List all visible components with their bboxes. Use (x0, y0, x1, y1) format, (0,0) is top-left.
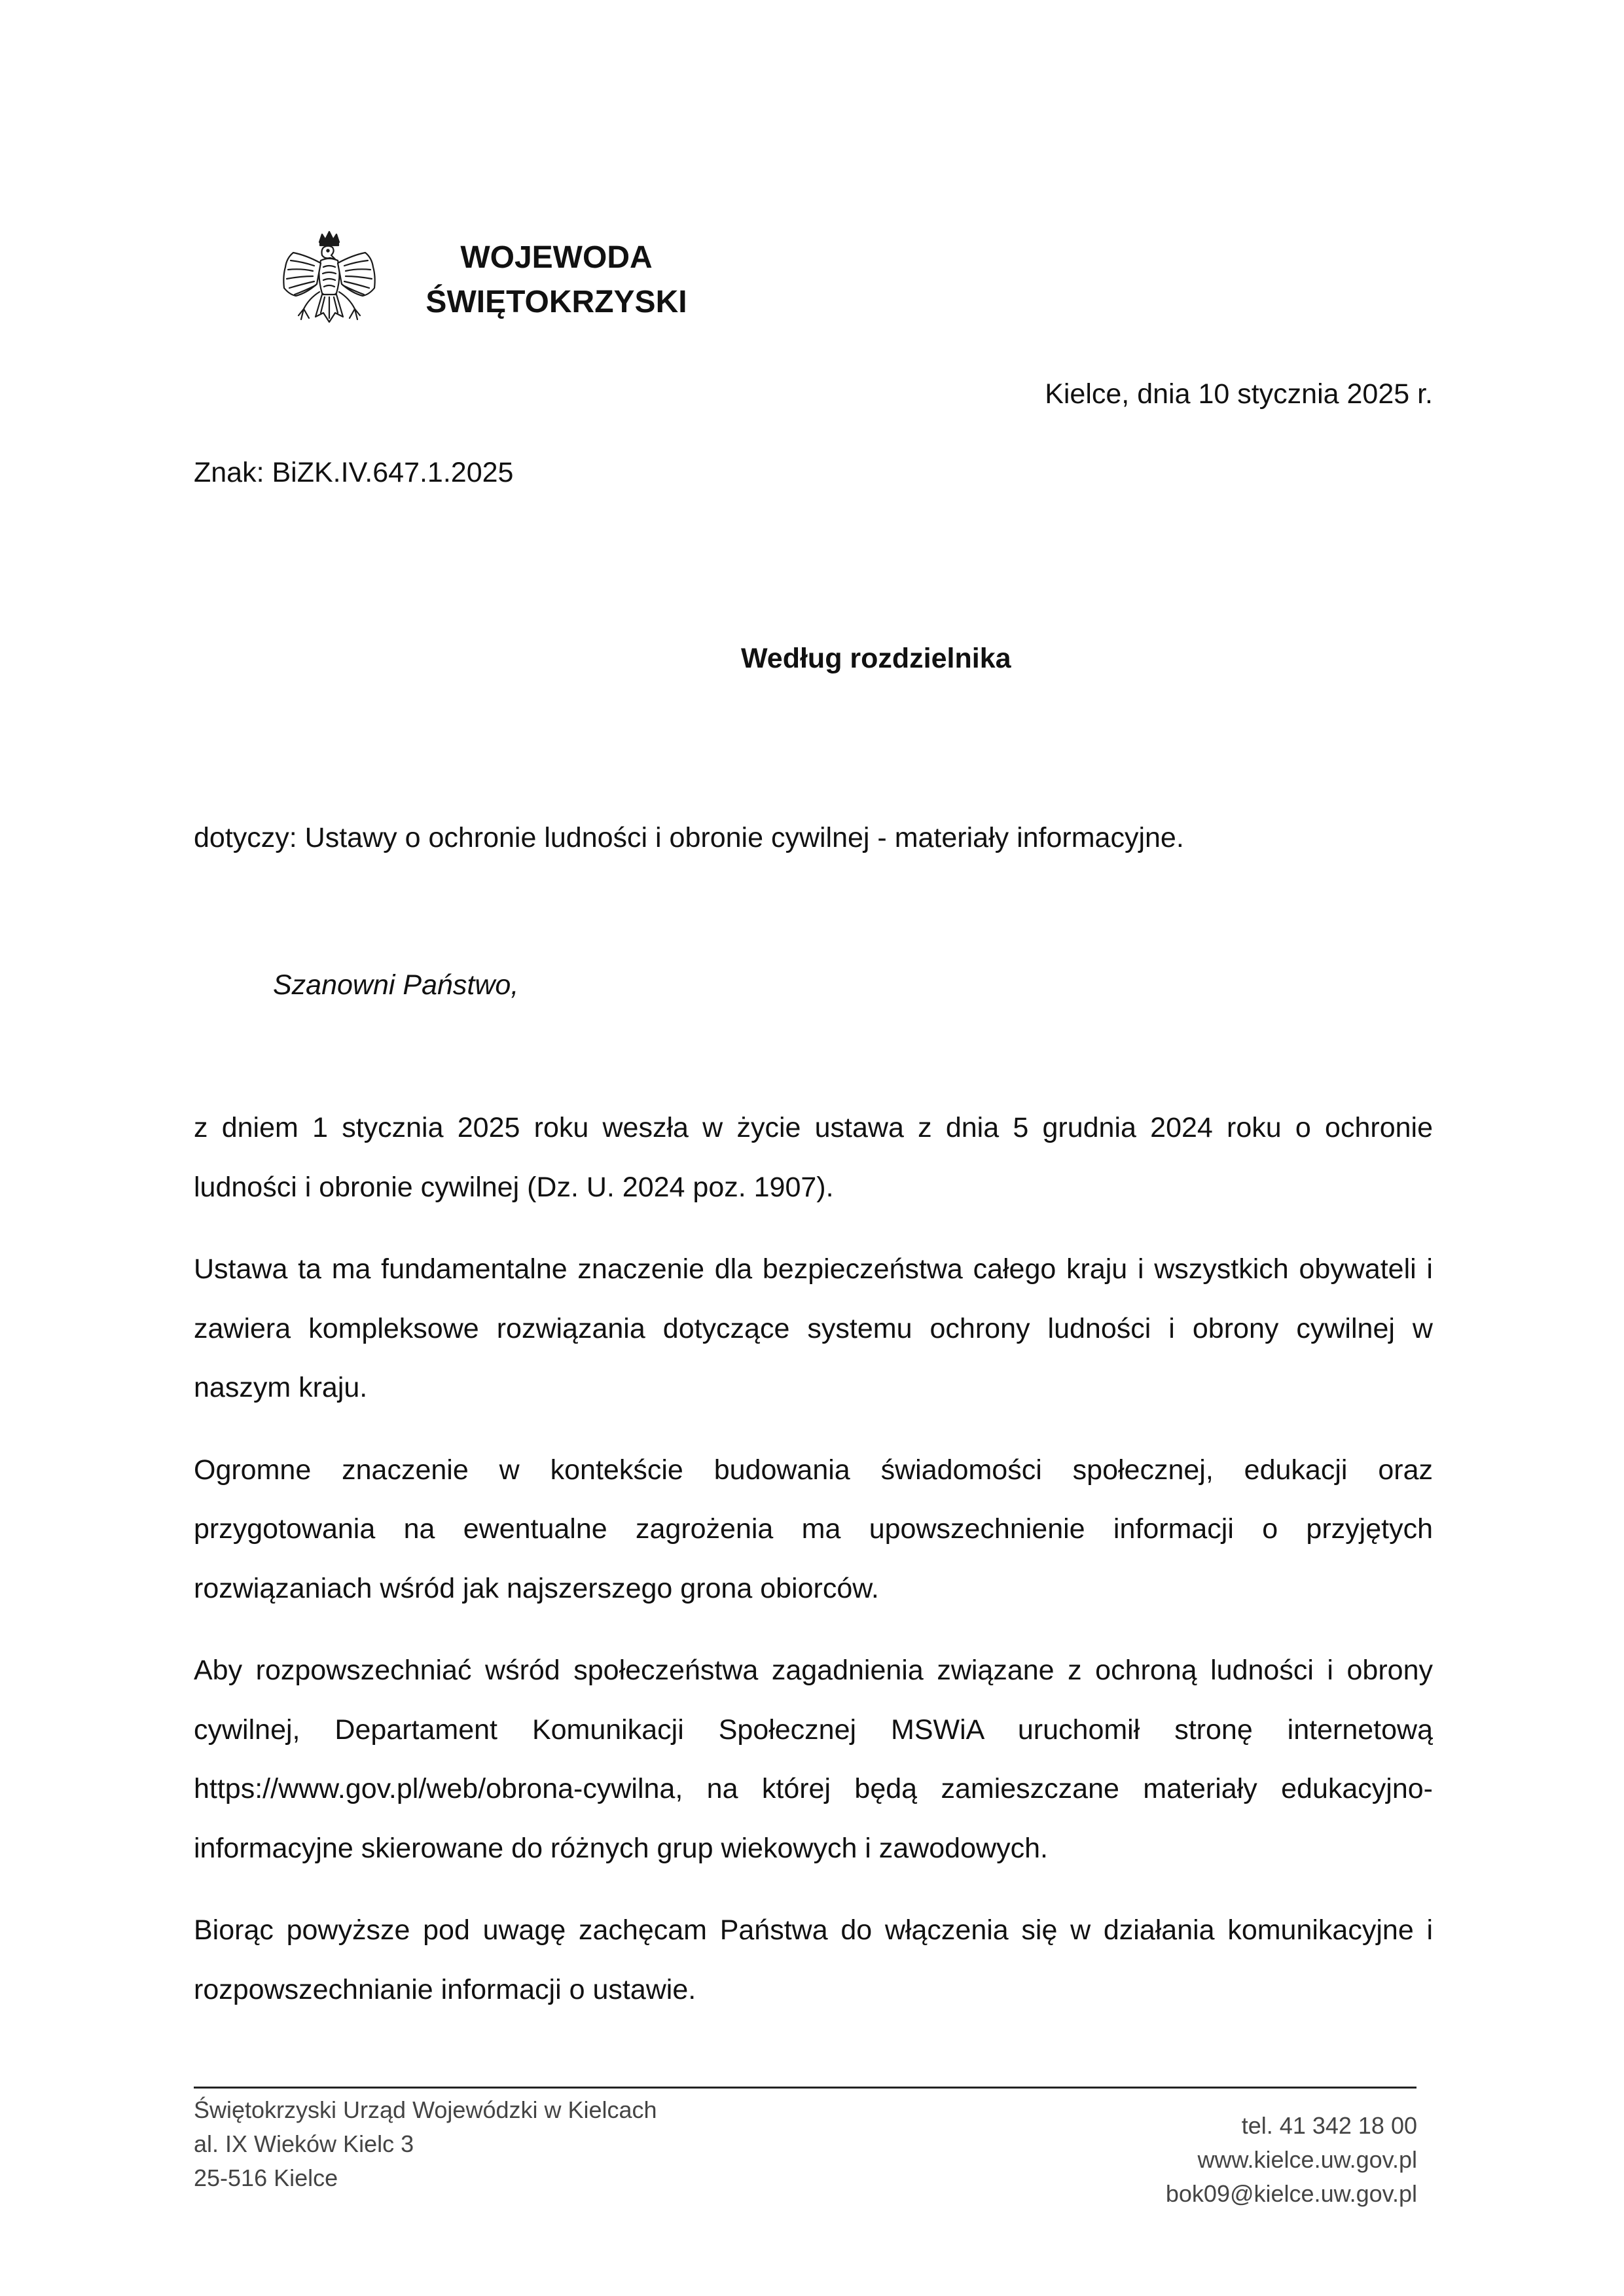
subject-line: dotyczy: Ustawy o ochronie ludności i obronie cywilnej - materiały informacyjne. (194, 822, 1184, 853)
footer-website: www.kielce.uw.gov.pl (1197, 2146, 1417, 2173)
body-paragraph-3: Ogromne znaczenie w kontekście budowania świadomości społecznej, edukacji oraz przygotowania na ewentualne zagrożenia ma upowszechnienie informacji o przyjętych rozwiązaniach wśród jak najszerszego grona obiorców. (194, 1454, 1433, 1604)
footer-address (194, 2093, 657, 2195)
reference-sign: Znak: BiZK.IV.647.1.2025 (194, 457, 514, 488)
polish-eagle-emblem-icon (274, 229, 385, 347)
recipient-line: Według rozdzielnika (741, 643, 1011, 674)
footer-postal-city: 25-516 Kielce (194, 2164, 338, 2191)
body-paragraph-4: Aby rozpowszechniać wśród społeczeństwa zagadnienia związane z ochroną ludności i obrony cywilnej, Departament Komunikacji Społecznej MSWiA uruchomił stronę internetową https://www.gov.pl/web/obrona-cywilna, na której będą zamieszczane materiały edukacyjno-informacyjne skierowane do różnych grup wiekowych i zawodowych. (194, 1655, 1433, 1864)
letter-date: Kielce, dnia 10 stycznia 2025 r. (1045, 378, 1433, 410)
salutation: Szanowni Państwo, (273, 969, 519, 1001)
footer-contact (1166, 2109, 1417, 2211)
office-title-line2: ŚWIĘTOKRZYSKI (425, 285, 687, 319)
body-paragraph-2: Ustawa ta ma fundamentalne znaczenie dla bezpieczeństwa całego kraju i wszystkich obywateli i zawiera kompleksowe rozwiązania dotyczące systemu ochrony ludności i obrony cywilnej w naszym kraju. (194, 1253, 1433, 1403)
body-paragraph-1: z dniem 1 stycznia 2025 roku weszła w życie ustawa z dnia 5 grudnia 2024 roku o ochronie ludności i obronie cywilnej (Dz. U. 2024 poz. 1907). (194, 1112, 1433, 1203)
footer-divider (194, 2087, 1416, 2089)
footer-phone: tel. 41 342 18 00 (1241, 2112, 1417, 2139)
office-title-line1: WOJEWODA (460, 240, 653, 275)
footer-email: bok09@kielce.uw.gov.pl (1165, 2180, 1417, 2207)
footer-street: al. IX Wieków Kielc 3 (194, 2130, 414, 2157)
body-paragraph-5: Biorąc powyższe pod uwagę zachęcam Państwa do włączenia się w działania komunikacyjne i rozpowszechnianie informacji o ustawie. (194, 1914, 1433, 2005)
office-title (419, 236, 694, 325)
letter-body (194, 1098, 1433, 2042)
footer-office-name: Świętokrzyski Urząd Wojewódzki w Kielcach (194, 2096, 657, 2123)
